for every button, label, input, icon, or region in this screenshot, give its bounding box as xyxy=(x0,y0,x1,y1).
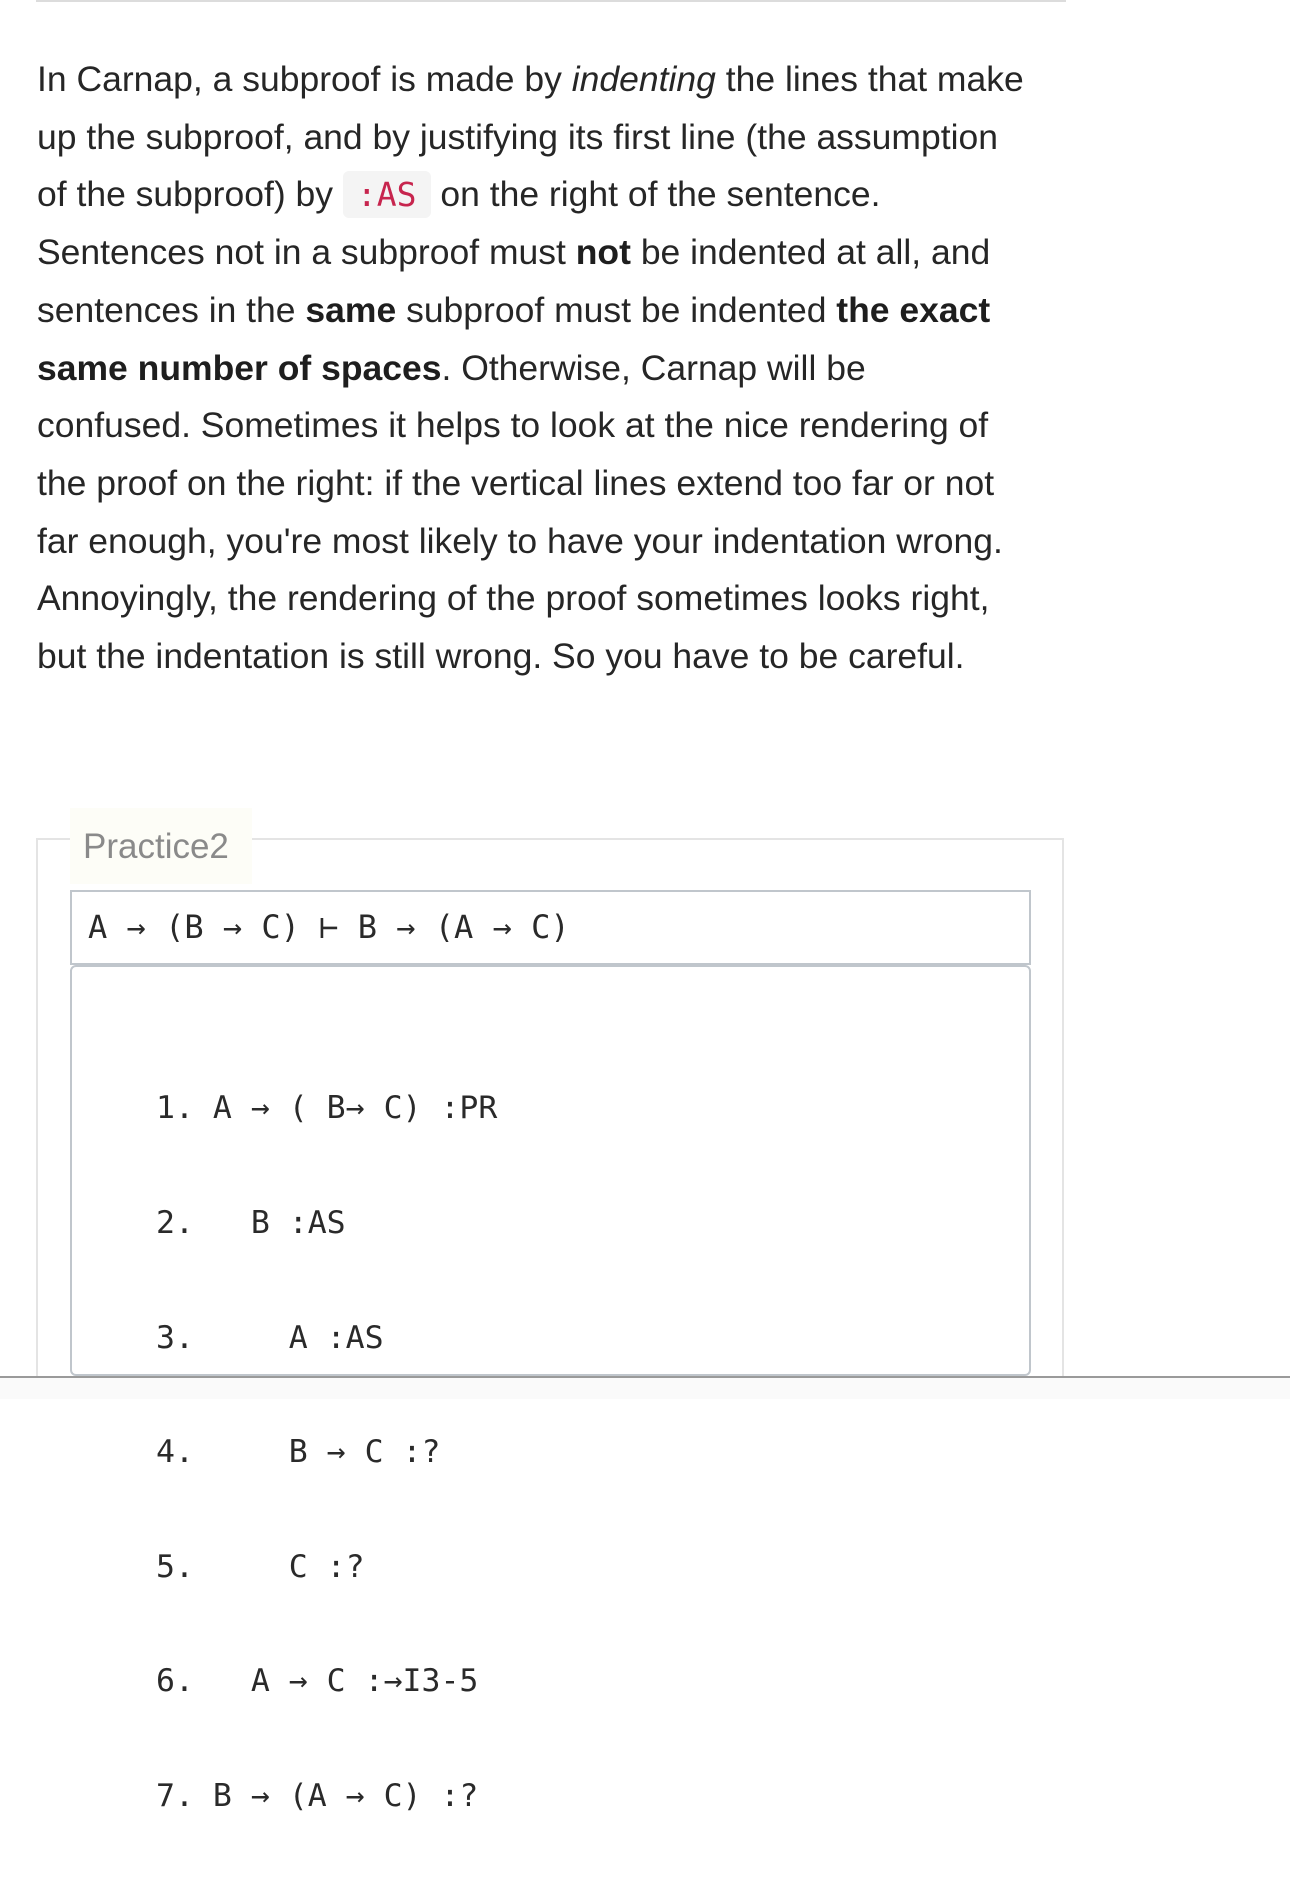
proof-line[interactable]: 6. A → C :→I3-5 xyxy=(156,1663,479,1700)
text-segment: subproof must be indented xyxy=(396,289,837,330)
bottom-edge xyxy=(0,1378,1290,1399)
proof-lines[interactable] xyxy=(156,1013,497,1892)
text-segment: . Otherwise, Carnap will be confused. Sometimes it helps to look at the nice rendering of the proof on the right: if the vertical lines extend too far or not far enough, you're most likely to have your indentation wrong. Annoyingly, the rendering of the proof sometimes looks right, but the indentation is still wrong. So you have to be careful. xyxy=(37,347,1003,677)
instruction-paragraph xyxy=(37,51,1027,686)
bold-text: the exact same number of spaces xyxy=(37,289,991,388)
text-segment: the lines that make up the subproof, and by justifying its first line (the assumption of the subproof) by xyxy=(37,59,1024,215)
bold-text: same xyxy=(305,289,397,330)
exercise-label: Practice2 xyxy=(70,808,252,884)
inline-code-as: :AS xyxy=(343,171,431,218)
proof-line[interactable]: 2. B :AS xyxy=(156,1205,346,1241)
proof-goal: A → (B → C) ⊢ B → (A → C) xyxy=(70,890,1031,965)
proof-line[interactable]: 4. B → C :? xyxy=(156,1434,441,1471)
proof-line[interactable]: 7. B → (A → C) :? xyxy=(156,1777,479,1814)
proof-line[interactable]: 1. A → ( B→ C) :PR xyxy=(156,1090,498,1127)
text-segment: In Carnap, a subproof is made by xyxy=(37,59,572,99)
proof-line[interactable]: 3. A :AS xyxy=(156,1319,384,1356)
proof-editor[interactable] xyxy=(70,965,1031,1814)
text-segment: on the right of the sentence. Sentences not in a subproof must xyxy=(37,174,881,273)
text-segment: be indented at all, and sentences in the xyxy=(37,232,991,330)
bold-text: not xyxy=(575,232,631,273)
top-divider xyxy=(36,0,1066,2)
emphasis-text: indenting xyxy=(571,59,716,99)
proof-line[interactable]: 5. C :? xyxy=(156,1548,365,1585)
